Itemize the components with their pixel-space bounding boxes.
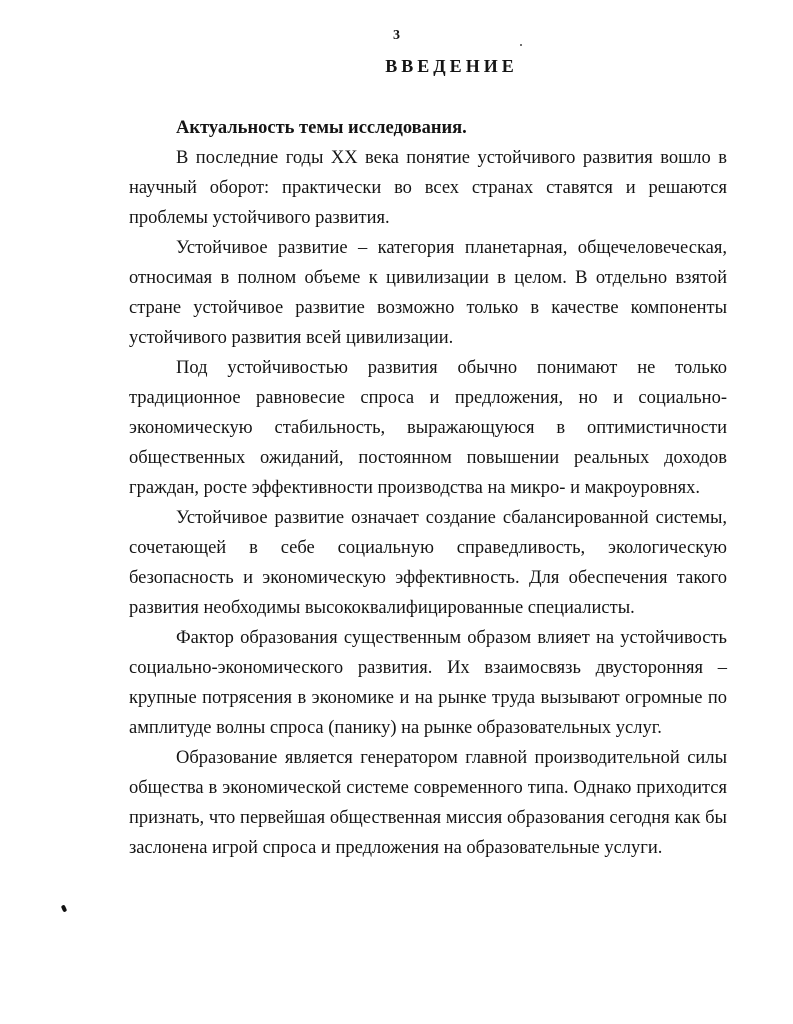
section-subheading: Актуальность темы исследования. (176, 118, 467, 138)
body-text (129, 113, 727, 863)
paragraph: Под устойчивостью развития обычно понимают не только традиционное равновесие спроса и предложения, но и социально-экономическую стабильность, выражающуюся в оптимистичности общественных ожиданий, постоянном повышении реальных доходов граждан, росте эффективности производства на микро- и макроуровнях. (129, 358, 727, 498)
scan-speck (61, 904, 68, 912)
paragraph: В последние годы XX века понятие устойчивого развития вошло в научный оборот: практически во всех странах ставятся и решаются проблемы устойчивого развития. (129, 148, 727, 228)
page-number: 3 (393, 28, 400, 43)
paragraph: Образование является генератором главной производительной силы общества в экономической системе современного типа. Однако приходится признать, что первейшая общественная миссия образования сегодня как бы заслонена игрой спроса и предложения на образовательные услуги. (129, 748, 727, 858)
paragraph: Устойчивое развитие – категория планетарная, общечеловеческая, относимая в полном объеме к цивилизации в целом. В отдельно взятой стране устойчивое развитие возможно только в качестве компоненты устойчивого развития всей цивилизации. (129, 238, 727, 348)
paragraph: Устойчивое развитие означает создание сбалансированной системы, сочетающей в себе социальную справедливость, экологическую безопасность и экономическую эффективность. Для обеспечения такого развития необходимы высококвалифицированные специалисты. (129, 508, 727, 618)
page-heading: ВВЕДЕНИЕ (385, 56, 518, 76)
paragraph: Фактор образования существенным образом влияет на устойчивость социально-экономического развития. Их взаимосвязь двусторонняя – крупные потрясения в экономике и на рынке труда вызывают огромные по амплитуде волны спроса (панику) на рынке образовательных услуг. (129, 628, 727, 738)
scan-speck (520, 44, 522, 46)
